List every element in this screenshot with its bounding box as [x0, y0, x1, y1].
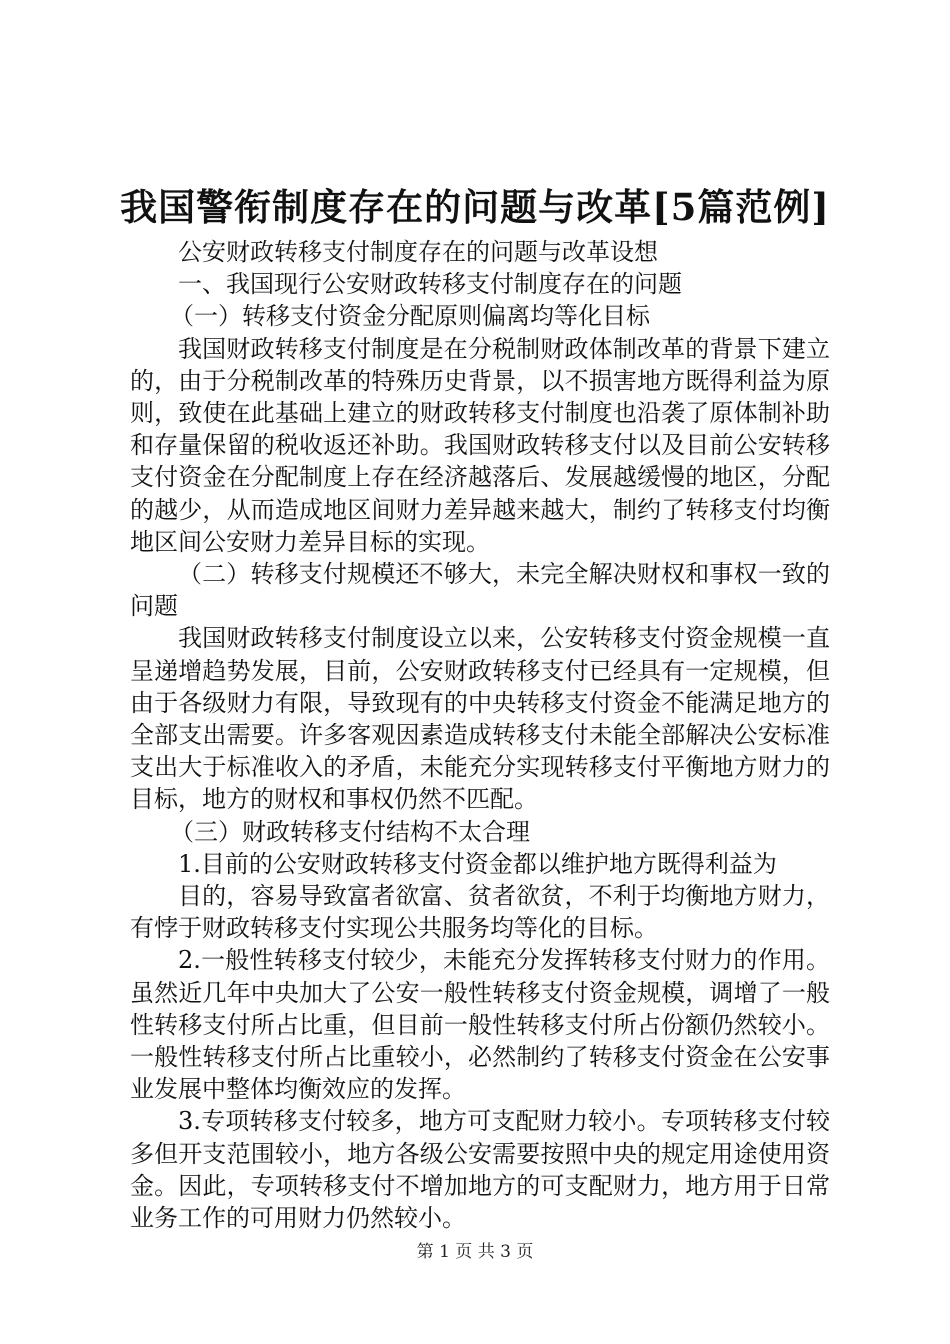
document-title: 我国警衔制度存在的问题与改革[5篇范例]	[120, 185, 830, 229]
subsection-heading-2: （二）转移支付规模还不够大，未完全解决财权和事权一致的问题	[130, 560, 830, 621]
list-item-2: 2.一般性转移支付较少，未能充分发挥转移支付财力的作用。虽然近几年中央加大了公安一般性转移支付资金规模，调增了一般性转移支付所占比重，但目前一般性转移支付所占份额仍然较小。一般性转移支付所占比重较小，必然制约了转移支付资金在公安事业发展中整体均衡效应的发挥。	[130, 946, 830, 1104]
document-body	[130, 236, 830, 1234]
paragraph-subtitle: 公安财政转移支付制度存在的问题与改革设想	[178, 238, 658, 266]
list-item-3: 3.专项转移支付较多，地方可支配财力较小。专项转移支付较多但开支范围较小，地方各级公安需要按照中央的规定用途使用资金。因此，专项转移支付不增加地方的可支配财力，地方用于日常业务工作的可用财力仍然较小。	[130, 1107, 830, 1233]
page-footer: 第 1 页 共 3 页	[416, 1242, 534, 1262]
section-heading-1: 一、我国现行公安财政转移支付制度存在的问题	[178, 270, 682, 299]
subsection-heading-3: （三）财政转移支付结构不太合理	[170, 817, 530, 846]
paragraph-1: 我国财政转移支付制度是在分税制财政体制改革的背景下建立的，由于分税制改革的特殊历史背景，以不损害地方既得利益为原则，致使在此基础上建立的财政转移支付制度也沿袭了原体制补助和存量保留的税收返还补助。我国财政转移支付以及目前公安转移支付资金在分配制度上存在经济越落后、发展越缓慢的地区，分配的越少，从而造成地区间财力差异越来越大，制约了转移支付均衡地区间公安财力差异目标的实现。	[130, 334, 830, 556]
paragraph-2: 我国财政转移支付制度设立以来，公安转移支付资金规模一直呈递增趋势发展，目前，公安财政转移支付已经具有一定规模，但由于各级财力有限，导致现有的中央转移支付资金不能满足地方的全部支出需要。许多客观因素造成转移支付未能全部解决公安标准支出大于标准收入的矛盾，未能充分实现转移支付平衡地方财力的目标，地方的财权和事权仍然不匹配。	[130, 624, 830, 814]
list-item-1-continuation: 目的，容易导致富者欲富、贫者欲贫，不利于均衡地方财力，有悖于财政转移支付实现公共服务均等化的目标。	[130, 882, 830, 943]
list-item-1-start: 1.目前的公安财政转移支付资金都以维护地方既得利益为	[178, 849, 777, 878]
subsection-heading-1: （一）转移支付资金分配原则偏离均等化目标	[170, 302, 650, 331]
